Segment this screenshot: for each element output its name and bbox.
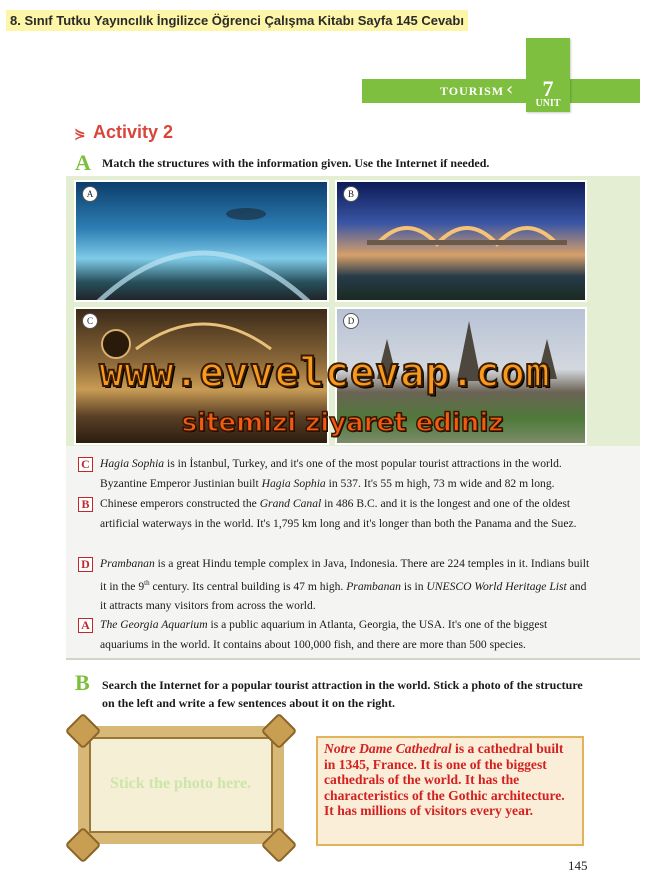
unit-label: UNIT (535, 98, 561, 109)
photo-label: D (343, 313, 359, 329)
unit-tab (526, 38, 570, 112)
page-title: 8. Sınıf Tutku Yayıncılık İngilizce Öğrenci Çalışma Kitabı Sayfa 145 Cevabı (6, 10, 468, 31)
double-chevron-icon: ⋟ (74, 126, 86, 142)
page-number: 145 (568, 858, 588, 873)
info-georgia-aquarium: The Georgia Aquarium is a public aquarium in Atlanta, Georgia, the USA. It's one of the biggest aquariums in the world. It contains about 100,000 fish, and there are more than 500 species. (100, 618, 548, 651)
answer-text: Notre Dame Cathedral is a cathedral built in 1345, France. It is one of the biggest cathedrals of the world. It has the characteristics of the Gothic architecture. It has millions of visitors every year. (324, 741, 565, 819)
part-a-instruction: Match the structures with the information given. Use the Internet if needed. (102, 156, 490, 170)
info-prambanan: Prambanan is a great Hindu temple complex in Java, Indonesia. There are 224 temples in it. Indians built it in the 9th century. Its central building is 47 m high. Prambanan is in UNESCO World Heritage List and it attracts many visitors from across the world. (100, 557, 590, 612)
answer-box: A (78, 618, 93, 633)
section-label: TOURISM (440, 84, 505, 98)
chevron-left-icon: ‹ (506, 79, 514, 100)
part-b-instruction: Search the Internet for a popular tourist attraction in the world. Stick a photo of the structure on the left and write a few sentences about it on the right. (102, 678, 583, 710)
photo-label: A (82, 186, 98, 202)
part-b-letter: B (75, 670, 90, 695)
photo-aquarium (74, 180, 329, 302)
photo-canal-bridge (335, 180, 587, 302)
aquarium-tunnel-image (76, 182, 329, 302)
answer-box: D (78, 557, 93, 572)
info-hagia-sophia: Hagia Sophia is in İstanbul, Turkey, and it's one of the most popular tourist attractions in the world. Byzantine Emperor Justinian built Hagia Sophia in 537. It's 55 m high, 73 m wide and 82 m long. (100, 457, 562, 490)
watermark-subtitle: sitemizi ziyaret ediniz (181, 408, 504, 438)
photo-placeholder: Stick the photo here. (110, 775, 252, 792)
photo-label: B (343, 186, 359, 202)
answer-box: C (78, 457, 93, 472)
watermark-url: www.evvelcevap.com (99, 350, 551, 396)
bridge-image (337, 182, 587, 302)
photo-label: C (82, 313, 98, 329)
part-a-letter: A (75, 150, 91, 175)
unit-number: 7 (542, 76, 554, 101)
activity-title: Activity 2 (93, 122, 174, 142)
info-grand-canal: Chinese emperors constructed the Grand Canal in 486 B.C. and it is the longest and one of the oldest artificial waterways in the world. It's 1,795 km long and it's longer than both the Panama and the Suez. (100, 497, 577, 530)
answer-box: B (78, 497, 93, 512)
answer-card (316, 736, 584, 846)
